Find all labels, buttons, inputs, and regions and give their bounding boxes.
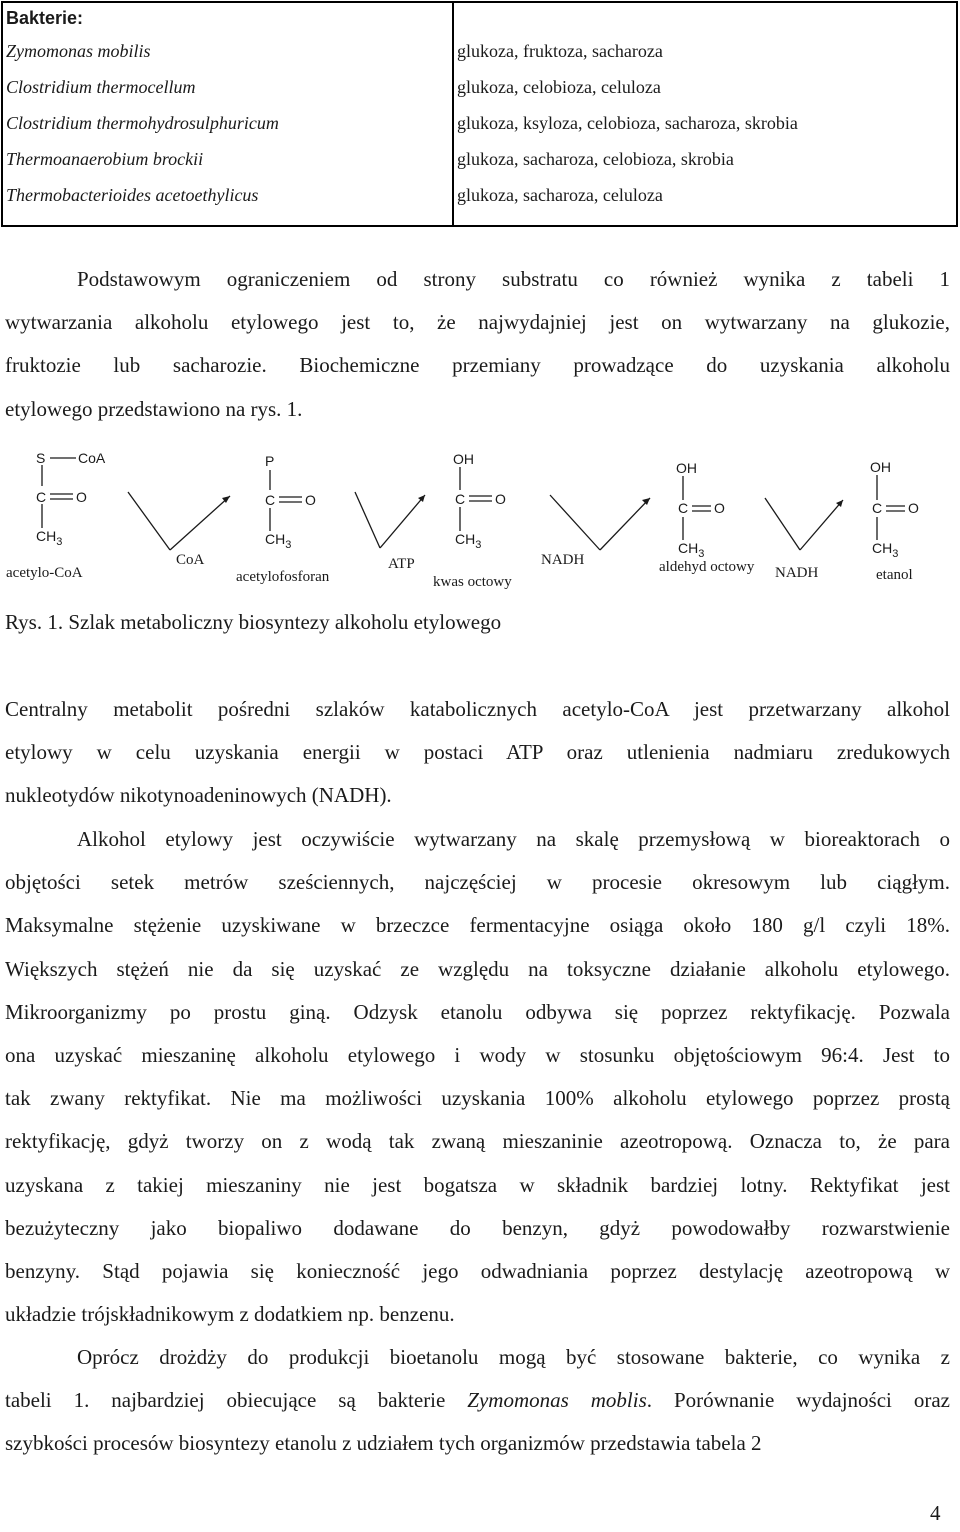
atom-carbon: C xyxy=(36,489,47,505)
atom-oxygen: O xyxy=(714,500,725,516)
organism-column xyxy=(2,2,453,226)
text-line: Większych stężeń nie da się uzyskać ze względu na toksyczne działanie alkoholu etylowego. xyxy=(5,956,950,981)
atom-oxygen: O xyxy=(495,491,506,507)
text-line: bezużyteczny jako biopaliwo dodawane do benzyn, gdyż powodowałby rozwarstwienie xyxy=(5,1215,950,1240)
methyl-group: $CH_3$ xyxy=(872,540,899,560)
text-line: etylowy w celu uzyskania energii w postaci ATP oraz utlenienia nadmiaru zredukowych xyxy=(5,740,950,765)
atom-oxygen: O xyxy=(76,489,87,505)
text-line: nukleotydów nikotynoadeninowych (NADH). xyxy=(5,783,392,808)
paragraph-industrial-production xyxy=(5,818,950,1336)
cofactor-coa: CoA xyxy=(176,552,205,568)
cofactor-atp: ATP xyxy=(388,556,415,572)
organism-name: Clostridium thermocellum xyxy=(6,77,196,97)
paragraph-central-metabolite xyxy=(5,688,950,818)
page-number: 4 xyxy=(930,1501,941,1525)
text-line: Maksymalne stężenie uzyskiwane w brzeczce fermentacyjne osiąga około 180 g/l czyli 18%. xyxy=(5,913,950,938)
table-header-blank xyxy=(457,3,956,33)
cofactor-nadh: NADH xyxy=(541,552,585,568)
text-line: Podstawowym ograniczeniem od strony substratu co również wynika z tabeli 1 xyxy=(77,267,950,291)
methyl-group: $CH_3$ xyxy=(455,531,482,551)
text-line: fruktozie lub sacharozie. Biochemiczne przemiany prowadzące do uzyskania alkoholu xyxy=(5,353,950,378)
metabolic-pathway-diagram xyxy=(0,440,960,600)
text-line: etylowego przedstawiono na rys. 1. xyxy=(5,396,303,421)
atom-carbon: C xyxy=(872,500,883,516)
figure-caption: Rys. 1. Szlak metaboliczny biosyntezy alkoholu etylowego xyxy=(5,610,502,634)
atom-hydroxyl: OH xyxy=(453,451,474,467)
compound-ethanol: etanol xyxy=(876,567,913,583)
species-name: Zymomonas moblis xyxy=(467,1388,647,1413)
text-line: Alkohol etylowy jest oczywiście wytwarzany na skalę przemysłową w bioreaktorach o xyxy=(77,827,950,851)
text-line: układzie trójskładnikowym z dodatkiem np. benzenu. xyxy=(5,1302,455,1327)
methyl-group: $CH_3$ xyxy=(265,531,292,551)
text-line: Centralny metabolit pośredni szlaków katabolicznych acetylo-CoA jest przetwarzany alkohol xyxy=(5,697,950,721)
text-line: tabeli 1. najbardziej obiecujące są bakterie Zymomonas moblis. Porównanie wydajności oraz xyxy=(5,1388,950,1413)
atom-hydroxyl: OH xyxy=(676,460,697,476)
atom-oxygen: O xyxy=(305,492,316,508)
compound-acetic-acid: kwas octowy xyxy=(433,574,512,590)
atom-coa: CoA xyxy=(78,450,106,466)
substrate-column xyxy=(453,2,957,226)
cofactor-nadh: NADH xyxy=(775,565,819,581)
organism-name: Thermobacterioides acetoethylicus xyxy=(6,185,259,205)
substrate-list: glukoza, sacharoza, celuloza xyxy=(457,185,663,205)
atom-phosphorus: P xyxy=(265,453,275,469)
text-line: tak zwany rektyfikat. Nie ma możliwości uzyskania 100% alkoholu etylowego poprzez prostą xyxy=(5,1086,950,1111)
substrate-list: glukoza, ksyloza, celobioza, sacharoza, skrobia xyxy=(457,113,798,133)
paragraph-substrate-limit xyxy=(5,258,950,431)
compound-acetylphosphate: acetylofosforan xyxy=(236,569,330,585)
substrate-list: glukoza, celobioza, celuloza xyxy=(457,77,661,97)
text-line: objętości setek metrów sześciennych, najczęściej w procesie okresowym lub ciągłym. xyxy=(5,870,950,895)
compound-acetaldehyde: aldehyd octowy xyxy=(659,559,755,575)
atom-carbon: C xyxy=(265,492,276,508)
paragraph-bacteria xyxy=(5,1336,950,1466)
text-line: Mikroorganizmy po prostu giną. Odzysk etanolu odbywa się poprzez rektyfikację. Pozwala xyxy=(5,999,950,1024)
substrate-list: glukoza, sacharoza, celobioza, skrobia xyxy=(457,149,734,169)
organism-name: Clostridium thermohydrosulphuricum xyxy=(6,113,279,133)
text-line: uzyskana z takiej mieszaniny nie jest bogatsza w składnik bardziej lotny. Rektyfikat jest xyxy=(5,1172,950,1197)
text-line: benzyny. Stąd pojawia się konieczność jego odwadniania poprzez destylację azeotropową w xyxy=(5,1258,950,1283)
table-header: Bakterie: xyxy=(6,8,84,28)
methyl-group: $CH_3$ xyxy=(678,540,705,560)
substrate-list: glukoza, fruktoza, sacharoza xyxy=(457,41,663,61)
table-row xyxy=(2,2,957,226)
text-line: ona uzyskać mieszaninę alkoholu etylowego i wody w stosunku objętościowym 96:4. Jest to xyxy=(5,1042,950,1067)
methyl-group: $CH_3$ xyxy=(36,528,63,548)
text-line: Oprócz drożdży do produkcji bioetanolu mogą być stosowane bakterie, co wynika z xyxy=(77,1345,950,1369)
compound-acetyl-coa: acetylo-CoA xyxy=(6,565,83,581)
atom-carbon: C xyxy=(678,500,689,516)
bacteria-substrate-table xyxy=(1,1,958,227)
text-line: rektyfikację, gdyż tworzy on z wodą tak zwaną mieszaninie azeotropową. Oznacza to, że para xyxy=(5,1129,950,1154)
atom-carbon: C xyxy=(455,491,466,507)
organism-name: Thermoanaerobium brockii xyxy=(6,149,204,169)
organism-name: Zymomonas mobilis xyxy=(6,41,151,61)
text-line: wytwarzania alkoholu etylowego jest to, że najwydajniej jest on wytwarzany na glukozie, xyxy=(5,310,950,335)
atom-hydroxyl: OH xyxy=(870,459,891,475)
atom-oxygen: O xyxy=(908,500,919,516)
atom-sulfur: S xyxy=(36,450,46,466)
text-line: szybkości procesów biosyntezy etanolu z udziałem tych organizmów przedstawia tabela 2 xyxy=(5,1431,762,1456)
